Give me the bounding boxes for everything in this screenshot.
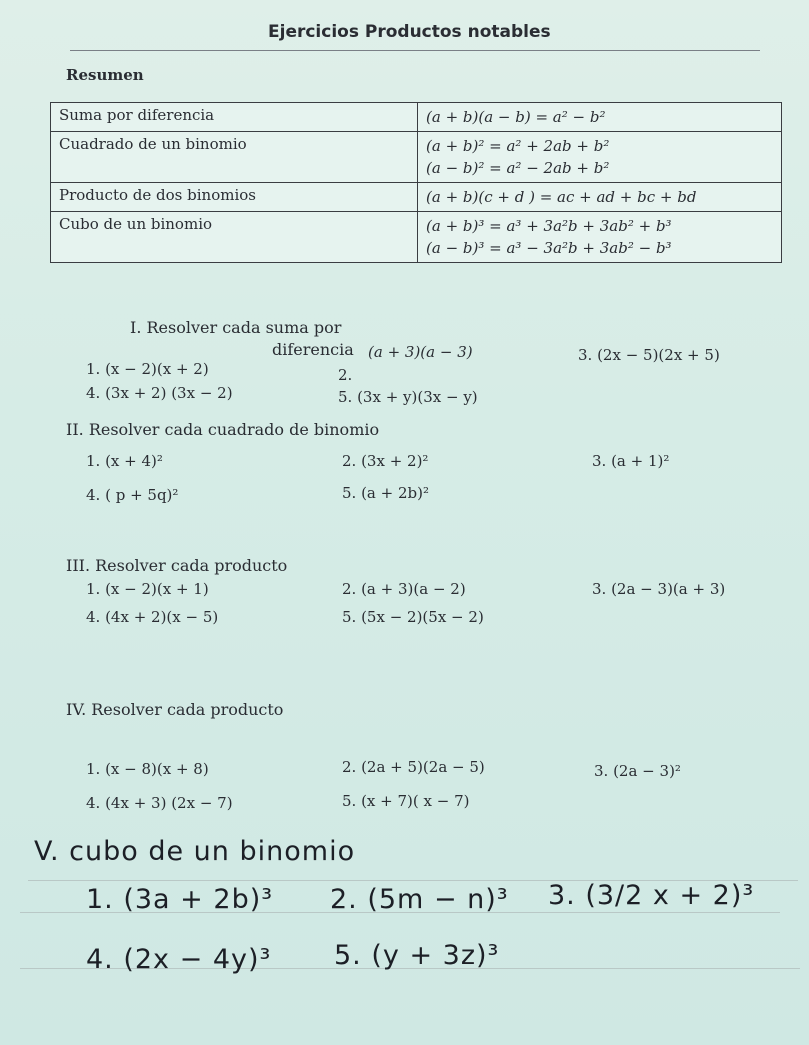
- exercise-item: 5. (a + 2b)²: [342, 484, 429, 502]
- table-row: [51, 103, 782, 132]
- exercise-item: 2. (3x + 2)²: [342, 452, 429, 470]
- rule-name: Cubo de un binomio: [51, 212, 418, 263]
- rule-name: Cuadrado de un binomio: [51, 132, 418, 183]
- page-title: Ejercicios Productos notables: [268, 22, 551, 42]
- exercise-item: 4. (2x − 4y)³: [86, 944, 272, 975]
- exercise-item: 3. (3/2 x + 2)³: [548, 880, 755, 911]
- title-divider: [70, 50, 760, 51]
- section-1-heading-cont: diferencia: [272, 340, 354, 359]
- summary-table: [50, 102, 782, 263]
- exercise-item: 4. (4x + 3) (2x − 7): [86, 794, 233, 812]
- rule-name: Producto de dos binomios: [51, 183, 418, 212]
- exercise-item: 1. (x − 2)(x + 2): [86, 360, 209, 378]
- exercise-item: 2. (5m − n)³: [330, 884, 509, 915]
- formula: (a + b)² = a² + 2ab + b²: [426, 137, 610, 155]
- exercise-item: 2. (a + 3)(a − 2): [342, 580, 466, 598]
- exercise-item: 3. (a + 1)²: [592, 452, 670, 470]
- exercise-item: 1. (x − 8)(x + 8): [86, 760, 209, 778]
- table-row: [51, 132, 782, 183]
- exercise-item: 3. (2a − 3)(a + 3): [592, 580, 726, 598]
- exercise-item: 5. (x + 7)( x − 7): [342, 792, 470, 810]
- exercise-item: 1. (x − 2)(x + 1): [86, 580, 209, 598]
- exercise-item: 5. (y + 3z)³: [334, 940, 500, 971]
- formula: (a − b)² = a² − 2ab + b²: [426, 159, 610, 177]
- exercise-item: 1. (3a + 2b)³: [86, 884, 274, 915]
- exercise-item: (a + 3)(a − 3): [368, 343, 473, 361]
- formula: (a + b)(c + d ) = ac + ad + bc + bd: [426, 188, 697, 206]
- exercise-item: 1. (x + 4)²: [86, 452, 163, 470]
- formula: (a − b)³ = a³ − 3a²b + 3ab² − b³: [426, 239, 672, 257]
- summary-heading: Resumen: [66, 66, 144, 84]
- exercise-number: 2.: [338, 366, 353, 384]
- rule-name: Suma por diferencia: [51, 103, 418, 132]
- table-row: [51, 183, 782, 212]
- exercise-item: 2. (2a + 5)(2a − 5): [342, 758, 485, 776]
- section-5-heading: V. cubo de un binomio: [34, 836, 356, 867]
- exercise-item: 4. ( p + 5q)²: [86, 486, 179, 504]
- exercise-item: 4. (4x + 2)(x − 5): [86, 608, 219, 626]
- exercise-item: 3. (2x − 5)(2x + 5): [578, 346, 720, 364]
- section-4-heading: IV. Resolver cada producto: [66, 700, 284, 719]
- exercise-item: 5. (5x − 2)(5x − 2): [342, 608, 484, 626]
- exercise-item: 3. (2a − 3)²: [594, 762, 681, 780]
- section-3-heading: III. Resolver cada producto: [66, 556, 288, 575]
- formula: (a + b)(a − b) = a² − b²: [426, 108, 606, 126]
- exercise-item: 5. (3x + y)(3x − y): [338, 388, 478, 406]
- section-2-heading: II. Resolver cada cuadrado de binomio: [66, 420, 380, 439]
- table-row: [51, 212, 782, 263]
- exercise-item: 4. (3x + 2) (3x − 2): [86, 384, 233, 402]
- section-1-heading: I. Resolver cada suma por: [130, 318, 342, 337]
- formula: (a + b)³ = a³ + 3a²b + 3ab² + b³: [426, 217, 672, 235]
